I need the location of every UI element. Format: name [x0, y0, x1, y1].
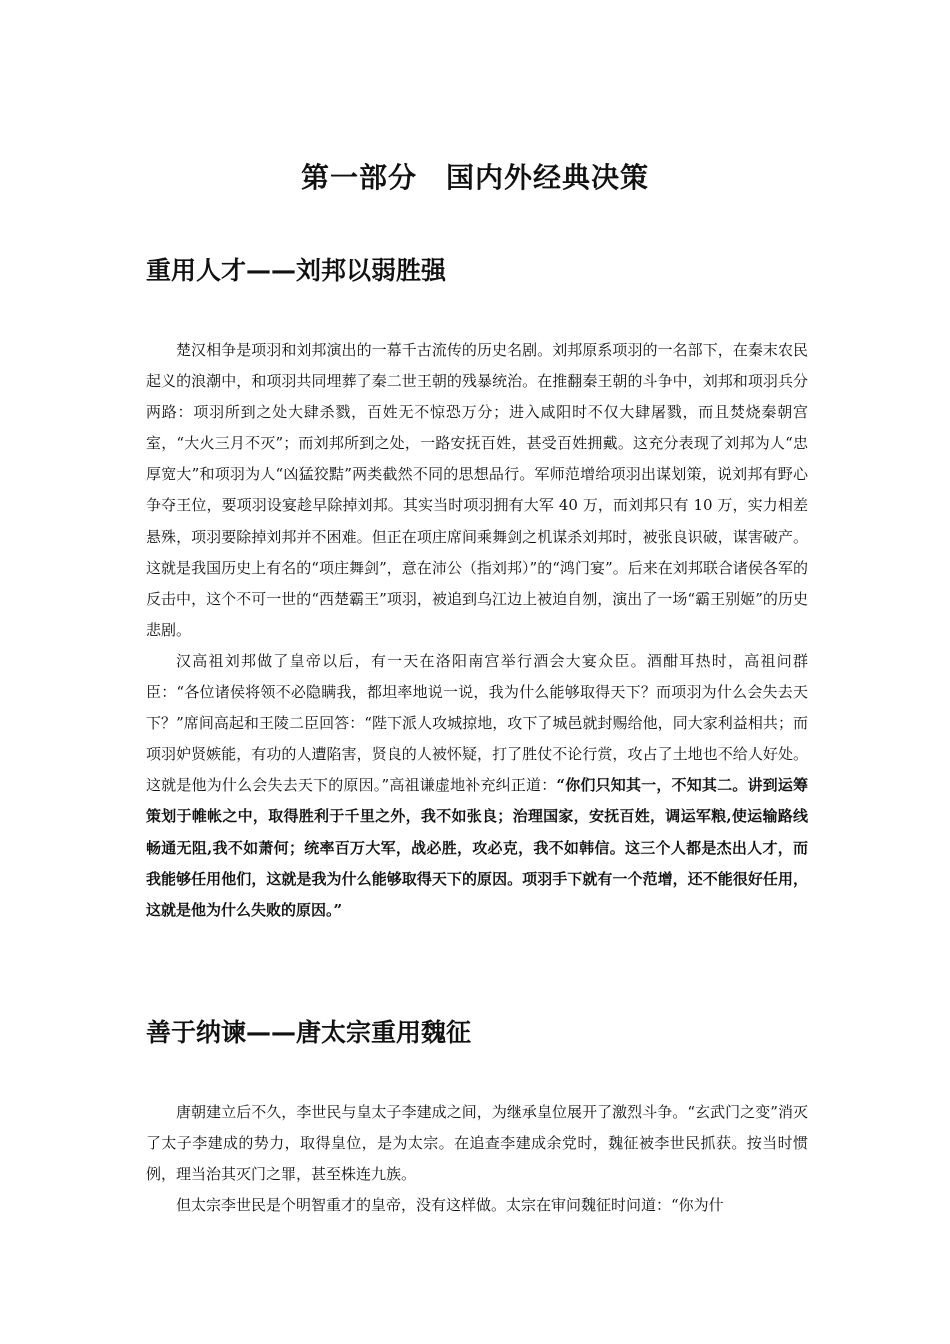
section-body-liubang: [146, 335, 808, 926]
section-title-taizong: 善于纳谏——唐太宗重用魏征: [146, 1018, 472, 1047]
paragraph: 楚汉相争是项羽和刘邦演出的一幕千古流传的历史名剧。刘邦原系项羽的一名部下，在秦末农民起义的浪潮中，和项羽共同埋葬了秦二世王朝的残暴统治。在推翻秦王朝的斗争中，刘邦和项羽兵分两路：项羽所到之处大肆杀戮，百姓无不惊恐万分；进入咸阳时不仅大肆屠戮，而且焚烧秦朝宫室，“大火三月不灭”；而刘邦所到之处，一路安抚百姓，甚受百姓拥戴。这充分表现了刘邦为人“忠厚宽大”和项羽为人“凶猛狡黠”两类截然不同的思想品行。军师范增给项羽出谋划策，说刘邦有野心争夺王位，要项羽设宴趁早除掉刘邦。其实当时项羽拥有大军 40 万，而刘邦只有 10 万，实力相差悬殊，项羽要除掉刘邦并不困难。但正在项庄席间乘舞剑之机谋杀刘邦时，被张良识破，谋害破产。这就是我国历史上有名的“项庄舞剑”，意在沛公（指刘邦）”的“鸿门宴”。后来在刘邦联合诸侯各军的反击中，这个不可一世的“西楚霸王”项羽，被追到乌江边上被迫自刎，演出了一场“霸王别姬”的历史悲剧。: [146, 341, 808, 639]
section-title-liubang: 重用人才——刘邦以弱胜强: [146, 256, 447, 285]
paragraph: [146, 646, 808, 926]
paragraph-text: 汉高祖刘邦做了皇帝以后，有一天在洛阳南宫举行酒会大宴众臣。酒酣耳热时，高祖问群臣：“各位诸侯将领不必隐瞒我，都坦率地说一说，我为什么能够取得天下？而项羽为什么会失去天下？”席间高起和王陵二臣回答：“陛下派人攻城掠地，攻下了城邑就封赐给他，同大家利益相共；而项羽妒贤嫉能，有功的人遭陷害，贤良的人被怀疑，打了胜仗不论行赏，攻占了土地也不给人好处。这就是他为什么会失去天下的原因。”高祖谦虚地补充纠正道：: [146, 651, 808, 795]
paragraph: 但太宗李世民是个明智重才的皇帝，没有这样做。太宗在审问魏征时问道：“你为什: [176, 1196, 724, 1215]
section-body-taizong: [146, 1097, 808, 1221]
paragraph: 唐朝建立后不久，李世民与皇太子李建成之间，为继承皇位展开了激烈斗争。“玄武门之变”消灭了太子李建成的势力，取得皇位，是为太宗。在追查李建成余党时，魏征被李世民抓获。按当时惯例，理当治其灭门之罪，甚至株连九族。: [146, 1103, 808, 1184]
part-title: 第一部分 国内外经典决策: [300, 161, 649, 194]
quoted-bold-text: “你们只知其一，不知其二。讲到运筹策划于帷帐之中，取得胜利于千里之外，我不如张良；治理国家，安抚百姓，调运军粮,使运输路线畅通无阻,我不如萧何；统率百万大军，战必胜，攻必克，我不如韩信。这三个人都是杰出人才，而我能够任用他们，这就是我为什么能够取得天下的原因。项羽手下就有一个范增，还不能很好任用，这就是他为什么失败的原因。”: [146, 776, 808, 919]
